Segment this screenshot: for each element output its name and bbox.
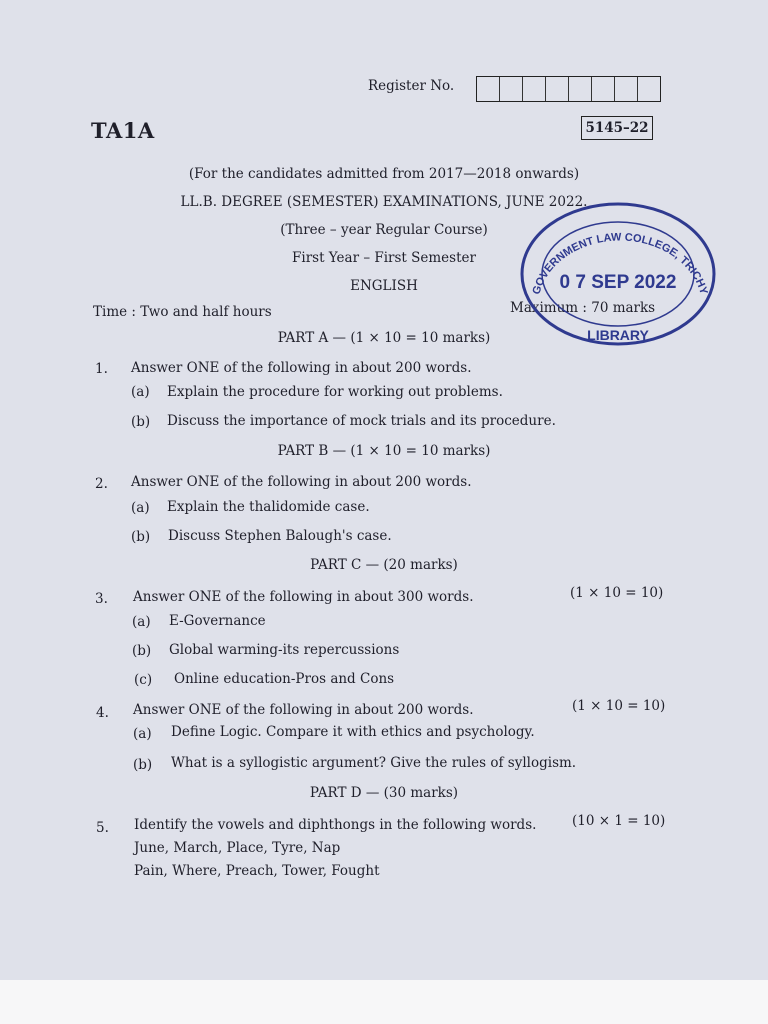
stamp-arc-text: GOVERNMENT LAW COLLEGE, TRICHY (530, 231, 710, 296)
part-c-heading: PART C — (20 marks) (310, 557, 458, 573)
q3-b-text: Global warming-its repercussions (169, 642, 400, 658)
register-box (523, 77, 546, 101)
maximum-marks: Maximum : 70 marks (510, 300, 656, 316)
q2-a-label: (a) (131, 500, 150, 516)
register-box (477, 77, 500, 101)
q3-instruction: Answer ONE of the following in about 300 words. (133, 589, 474, 605)
year-semester: First Year – First Semester (292, 250, 476, 266)
q2-instruction: Answer ONE of the following in about 200 words. (131, 474, 472, 490)
q1-instruction: Answer ONE of the following in about 200 words. (131, 360, 472, 376)
q5-words-line-1: June, March, Place, Tyre, Nap (134, 840, 341, 856)
admitted-note: (For the candidates admitted from 2017—2018 onwards) (188, 166, 580, 182)
part-b-heading: PART B — (1 × 10 = 10 marks) (277, 443, 491, 459)
q3-a-text: E-Governance (169, 613, 266, 629)
q2-b-text: Discuss Stephen Balough's case. (168, 528, 392, 544)
q1-number: 1. (95, 361, 108, 377)
q4-a-text: Define Logic. Compare it with ethics and psychology. (171, 724, 535, 740)
q4-a-label: (a) (133, 726, 152, 742)
q3-c-label: (c) (134, 672, 153, 688)
q5-words-line-2: Pain, Where, Preach, Tower, Fought (134, 863, 380, 879)
course-code: TA1A (91, 118, 155, 143)
time-allowed: Time : Two and half hours (93, 304, 272, 320)
part-d-heading: PART D — (30 marks) (309, 785, 459, 801)
course-type: (Three – year Regular Course) (280, 222, 488, 238)
q5-number: 5. (96, 820, 109, 836)
q1-a-text: Explain the procedure for working out problems. (167, 384, 503, 400)
register-number-boxes (476, 76, 661, 102)
q3-number: 3. (95, 591, 108, 607)
scan-bottom-margin (0, 980, 768, 1024)
q2-a-text: Explain the thalidomide case. (167, 499, 370, 515)
library-stamp (518, 200, 718, 348)
register-box (592, 77, 615, 101)
register-box (500, 77, 523, 101)
q1-b-text: Discuss the importance of mock trials and its procedure. (167, 413, 556, 429)
q3-a-label: (a) (132, 614, 151, 630)
q5-marks: (10 × 1 = 10) (572, 813, 666, 829)
q1-b-label: (b) (131, 414, 151, 430)
register-box (615, 77, 638, 101)
part-a-heading: PART A — (1 × 10 = 10 marks) (277, 330, 491, 346)
q4-marks: (1 × 10 = 10) (572, 698, 666, 714)
q4-instruction: Answer ONE of the following in about 200 words. (133, 702, 474, 718)
subject-title: ENGLISH (350, 278, 418, 294)
q5-instruction: Identify the vowels and diphthongs in the following words. (134, 817, 537, 833)
stamp-library: LIBRARY (587, 327, 649, 343)
register-box (546, 77, 569, 101)
q3-b-label: (b) (132, 643, 152, 659)
register-box (638, 77, 660, 101)
paper-code: 5145–22 (581, 116, 653, 140)
q2-number: 2. (95, 476, 108, 492)
register-label: Register No. (368, 78, 455, 94)
q4-number: 4. (96, 705, 109, 721)
stamp-date: 0 7 SEP 2022 (559, 272, 677, 293)
q4-b-label: (b) (133, 757, 153, 773)
q1-a-label: (a) (131, 384, 150, 400)
q3-c-text: Online education-Pros and Cons (174, 671, 395, 687)
q3-marks: (1 × 10 = 10) (570, 585, 664, 601)
q4-b-text: What is a syllogistic argument? Give the rules of syllogism. (171, 755, 577, 771)
q2-b-label: (b) (131, 529, 151, 545)
register-box (569, 77, 592, 101)
exam-title: LL.B. DEGREE (SEMESTER) EXAMINATIONS, JUNE 2022. (180, 194, 588, 210)
